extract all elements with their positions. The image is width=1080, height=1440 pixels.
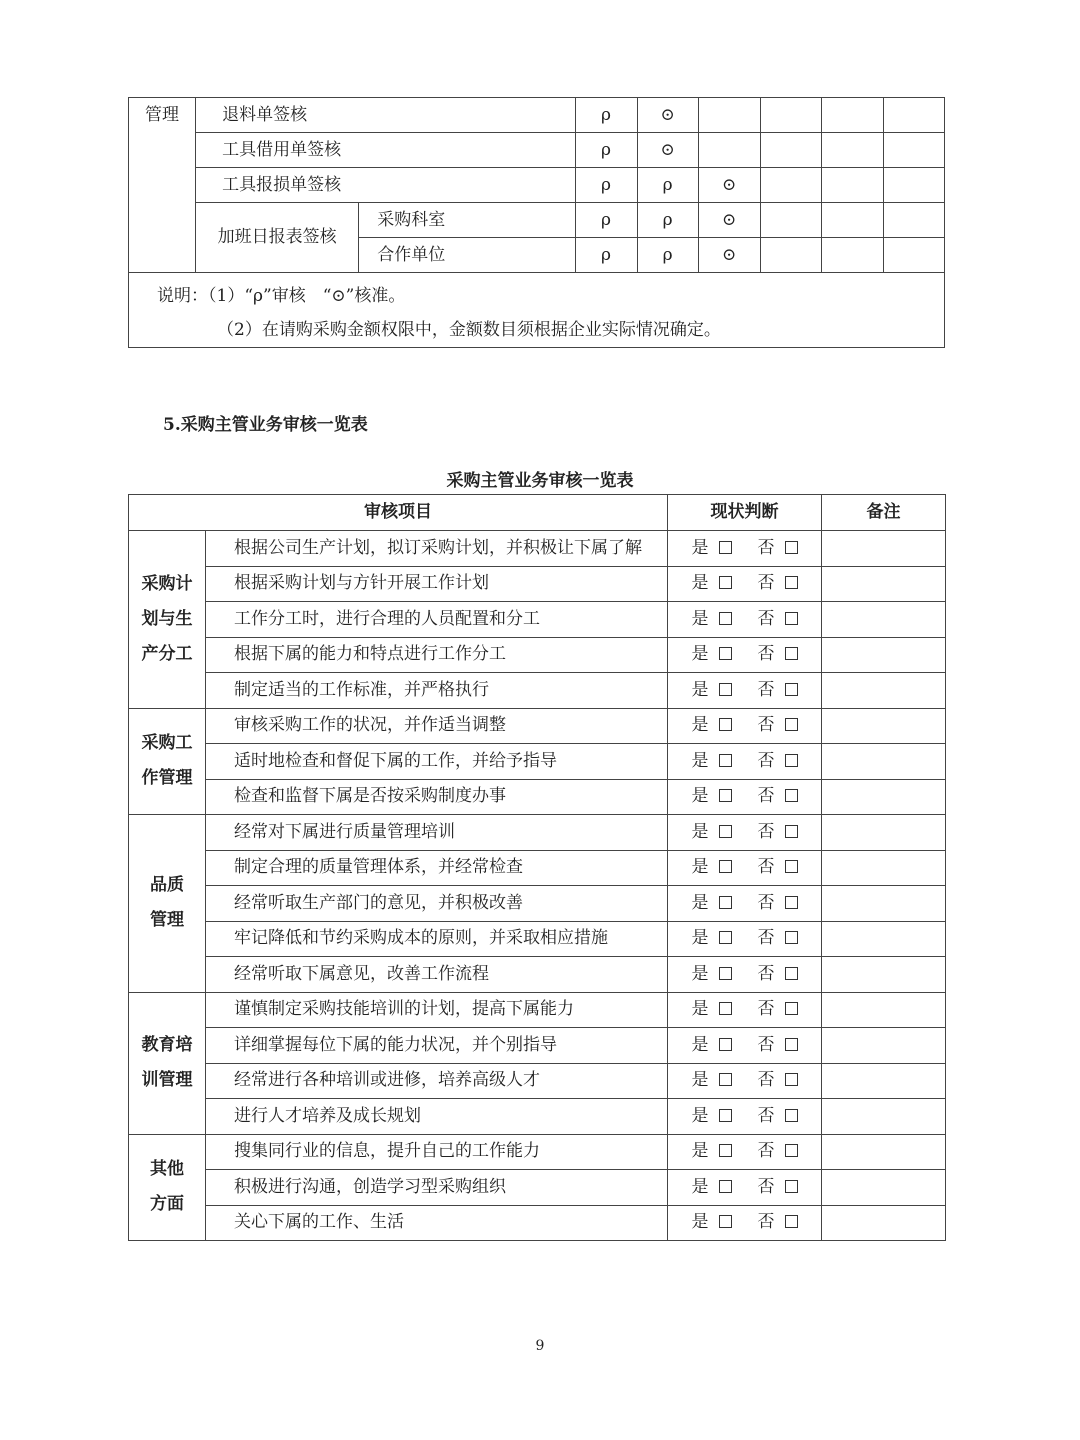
judgement-cell xyxy=(668,566,822,602)
review-item: 经常听取下属意见，改善工作流程 xyxy=(206,957,668,993)
review-item: 根据下属的能力和特点进行工作分工 xyxy=(206,637,668,673)
category-cell xyxy=(129,708,206,815)
remark-cell xyxy=(822,992,946,1028)
header-remark: 备注 xyxy=(822,495,946,531)
no-checkbox[interactable] xyxy=(785,718,798,731)
table-row xyxy=(129,850,946,886)
yes-label: 是 xyxy=(691,715,710,736)
matrix-subrow-label: 采购科室 xyxy=(359,203,575,238)
yes-label: 是 xyxy=(691,1176,710,1197)
category-line: 训管理 xyxy=(141,1070,193,1090)
note-cell xyxy=(129,273,945,348)
yes-checkbox[interactable] xyxy=(719,1144,732,1157)
no-checkbox[interactable] xyxy=(785,1073,798,1086)
remark-cell xyxy=(822,673,946,709)
judgement-cell xyxy=(668,1205,822,1241)
no-checkbox[interactable] xyxy=(785,1144,798,1157)
yes-checkbox[interactable] xyxy=(719,860,732,873)
no-label: 否 xyxy=(757,1070,776,1091)
category-line: 划与生 xyxy=(141,608,193,629)
judgement-cell xyxy=(668,957,822,993)
mark-cell: ⊙ xyxy=(698,203,760,238)
mark-cell: ⊙ xyxy=(698,168,760,203)
section-heading: 5.采购主管业务审核一览表 xyxy=(163,415,368,435)
yes-label: 是 xyxy=(691,1034,710,1055)
mark-cell xyxy=(883,98,944,133)
overtime-label: 加班日报表签核 xyxy=(196,203,359,273)
table-row xyxy=(129,886,946,922)
review-item: 检查和监督下属是否按采购制度办事 xyxy=(206,779,668,815)
no-checkbox[interactable] xyxy=(785,541,798,554)
no-checkbox[interactable] xyxy=(785,825,798,838)
yes-checkbox[interactable] xyxy=(719,1038,732,1051)
review-checklist-table xyxy=(128,494,946,1241)
yes-checkbox[interactable] xyxy=(719,1073,732,1086)
approval-matrix-table xyxy=(128,97,945,348)
review-item: 经常进行各种培训或进修，培养高级人才 xyxy=(206,1063,668,1099)
mark-cell xyxy=(760,203,821,238)
table-row xyxy=(129,779,946,815)
yes-label: 是 xyxy=(691,1141,710,1162)
yes-label: 是 xyxy=(691,821,710,842)
review-item: 详细掌握每位下属的能力状况，并个别指导 xyxy=(206,1028,668,1064)
category-line: 采购工 xyxy=(141,733,193,754)
remark-cell xyxy=(822,1170,946,1206)
matrix-row-label: 退料单签核 xyxy=(196,98,575,133)
mark-cell xyxy=(760,133,821,168)
yes-checkbox[interactable] xyxy=(719,789,732,802)
matrix-row xyxy=(129,133,945,168)
matrix-subrow-label: 合作单位 xyxy=(359,238,575,273)
matrix-category: 管理 xyxy=(129,98,196,273)
review-item: 搜集同行业的信息，提升自己的工作能力 xyxy=(206,1134,668,1170)
yes-label: 是 xyxy=(691,786,710,807)
table-row xyxy=(129,1134,946,1170)
review-item: 积极进行沟通，创造学习型采购组织 xyxy=(206,1170,668,1206)
mark-cell: ρ xyxy=(575,168,637,203)
mark-cell: ⊙ xyxy=(637,98,698,133)
judgement-cell xyxy=(668,1099,822,1135)
no-label: 否 xyxy=(757,786,776,807)
yes-checkbox[interactable] xyxy=(719,718,732,731)
table-row xyxy=(129,602,946,638)
table-caption: 采购主管业务审核一览表 xyxy=(446,471,634,491)
remark-cell xyxy=(822,708,946,744)
yes-label: 是 xyxy=(691,1105,710,1126)
remark-cell xyxy=(822,1134,946,1170)
mark-cell xyxy=(821,133,883,168)
yes-checkbox[interactable] xyxy=(719,825,732,838)
yes-label: 是 xyxy=(691,999,710,1020)
review-item: 审核采购工作的状况，并作适当调整 xyxy=(206,708,668,744)
mark-cell xyxy=(883,203,944,238)
category-line: 采购计 xyxy=(141,573,193,594)
judgement-cell xyxy=(668,1134,822,1170)
no-checkbox[interactable] xyxy=(785,1038,798,1051)
mark-cell xyxy=(760,238,821,273)
remark-cell xyxy=(822,850,946,886)
table-row xyxy=(129,992,946,1028)
judgement-cell xyxy=(668,779,822,815)
no-label: 否 xyxy=(757,679,776,700)
table-row xyxy=(129,1205,946,1241)
matrix-row xyxy=(129,98,945,133)
no-checkbox[interactable] xyxy=(785,1109,798,1122)
category-cell xyxy=(129,992,206,1134)
review-item: 工作分工时，进行合理的人员配置和分工 xyxy=(206,602,668,638)
mark-cell xyxy=(821,168,883,203)
judgement-cell xyxy=(668,1063,822,1099)
no-checkbox[interactable] xyxy=(785,754,798,767)
mark-cell: ρ xyxy=(575,203,637,238)
category-cell xyxy=(129,531,206,709)
remark-cell xyxy=(822,1099,946,1135)
note-line-2: （2）在请购采购金额权限中，金额数目须根据企业实际情况确定。 xyxy=(217,320,721,340)
no-checkbox[interactable] xyxy=(785,931,798,944)
remark-cell xyxy=(822,744,946,780)
category-line: 作管理 xyxy=(141,768,193,789)
category-line: 产分工 xyxy=(141,643,193,664)
yes-label: 是 xyxy=(691,679,710,700)
header-judge: 现状判断 xyxy=(668,495,822,531)
no-label: 否 xyxy=(757,821,776,842)
yes-checkbox[interactable] xyxy=(719,1109,732,1122)
note-row xyxy=(129,273,945,348)
judgement-cell xyxy=(668,886,822,922)
mark-cell: ⊙ xyxy=(637,133,698,168)
remark-cell xyxy=(822,886,946,922)
remark-cell xyxy=(822,566,946,602)
table-row xyxy=(129,921,946,957)
no-label: 否 xyxy=(757,608,776,629)
no-label: 否 xyxy=(757,1176,776,1197)
no-checkbox[interactable] xyxy=(785,683,798,696)
judgement-cell xyxy=(668,992,822,1028)
review-item: 经常对下属进行质量管理培训 xyxy=(206,815,668,851)
mark-cell xyxy=(821,238,883,273)
remark-cell xyxy=(822,1028,946,1064)
review-item: 制定合理的质量管理体系，并经常检查 xyxy=(206,850,668,886)
no-label: 否 xyxy=(757,750,776,771)
yes-checkbox[interactable] xyxy=(719,967,732,980)
no-label: 否 xyxy=(757,1105,776,1126)
judgement-cell xyxy=(668,602,822,638)
judgement-cell xyxy=(668,850,822,886)
review-item: 进行人才培养及成长规划 xyxy=(206,1099,668,1135)
approval-matrix-body xyxy=(129,98,945,348)
yes-label: 是 xyxy=(691,928,710,949)
table-row xyxy=(129,637,946,673)
mark-cell: ρ xyxy=(637,238,698,273)
yes-label: 是 xyxy=(691,537,710,558)
no-checkbox[interactable] xyxy=(785,576,798,589)
page-number: 9 xyxy=(535,1338,545,1354)
yes-label: 是 xyxy=(691,608,710,629)
no-label: 否 xyxy=(757,857,776,878)
mark-cell xyxy=(883,133,944,168)
mark-cell: ρ xyxy=(575,98,637,133)
mark-cell xyxy=(883,238,944,273)
mark-cell xyxy=(698,133,760,168)
mark-cell: ρ xyxy=(637,168,698,203)
yes-label: 是 xyxy=(691,1070,710,1091)
no-checkbox[interactable] xyxy=(785,896,798,909)
judgement-cell xyxy=(668,1170,822,1206)
table-row xyxy=(129,1170,946,1206)
review-item: 经常听取生产部门的意见，并积极改善 xyxy=(206,886,668,922)
yes-checkbox[interactable] xyxy=(719,931,732,944)
category-line: 教育培 xyxy=(141,1035,193,1055)
mark-cell xyxy=(760,168,821,203)
category-line: 方面 xyxy=(150,1194,184,1215)
no-label: 否 xyxy=(757,644,776,665)
review-item: 适时地检查和督促下属的工作，并给予指导 xyxy=(206,744,668,780)
table-row xyxy=(129,1099,946,1135)
mark-cell: ρ xyxy=(575,133,637,168)
no-label: 否 xyxy=(757,928,776,949)
judgement-cell xyxy=(668,708,822,744)
table-row xyxy=(129,708,946,744)
yes-checkbox[interactable] xyxy=(719,576,732,589)
no-label: 否 xyxy=(757,892,776,913)
yes-label: 是 xyxy=(691,1212,710,1233)
yes-label: 是 xyxy=(691,892,710,913)
no-label: 否 xyxy=(757,1212,776,1233)
remark-cell xyxy=(822,779,946,815)
category-cell xyxy=(129,1134,206,1241)
table-header-row xyxy=(129,495,946,531)
judgement-cell xyxy=(668,1028,822,1064)
no-checkbox[interactable] xyxy=(785,1215,798,1228)
matrix-row xyxy=(129,168,945,203)
yes-checkbox[interactable] xyxy=(719,1215,732,1228)
no-label: 否 xyxy=(757,999,776,1020)
no-checkbox[interactable] xyxy=(785,612,798,625)
yes-checkbox[interactable] xyxy=(719,754,732,767)
mark-cell xyxy=(698,98,760,133)
matrix-row-label: 工具报损单签核 xyxy=(196,168,575,203)
no-checkbox[interactable] xyxy=(785,1002,798,1015)
table-row xyxy=(129,566,946,602)
review-item: 根据采购计划与方针开展工作计划 xyxy=(206,566,668,602)
table-row xyxy=(129,1028,946,1064)
judgement-cell xyxy=(668,673,822,709)
yes-checkbox[interactable] xyxy=(719,1002,732,1015)
judgement-cell xyxy=(668,744,822,780)
review-item: 关心下属的工作、生活 xyxy=(206,1205,668,1241)
category-line: 管理 xyxy=(150,910,184,931)
remark-cell xyxy=(822,921,946,957)
remark-cell xyxy=(822,602,946,638)
no-label: 否 xyxy=(757,537,776,558)
table-row xyxy=(129,957,946,993)
mark-cell: ρ xyxy=(637,203,698,238)
remark-cell xyxy=(822,1205,946,1241)
judgement-cell xyxy=(668,921,822,957)
no-label: 否 xyxy=(757,715,776,736)
review-item: 牢记降低和节约采购成本的原则，并采取相应措施 xyxy=(206,921,668,957)
yes-checkbox[interactable] xyxy=(719,896,732,909)
no-checkbox[interactable] xyxy=(785,789,798,802)
yes-label: 是 xyxy=(691,857,710,878)
yes-checkbox[interactable] xyxy=(719,647,732,660)
yes-label: 是 xyxy=(691,573,710,594)
yes-checkbox[interactable] xyxy=(719,541,732,554)
table-row xyxy=(129,1063,946,1099)
mark-cell xyxy=(821,203,883,238)
matrix-row-label: 工具借用单签核 xyxy=(196,133,575,168)
judgement-cell xyxy=(668,637,822,673)
matrix-row xyxy=(129,203,945,238)
review-item: 谨慎制定采购技能培训的计划，提高下属能力 xyxy=(206,992,668,1028)
mark-cell: ⊙ xyxy=(698,238,760,273)
judgement-cell xyxy=(668,531,822,567)
no-checkbox[interactable] xyxy=(785,967,798,980)
yes-checkbox[interactable] xyxy=(719,683,732,696)
note-line-1: 说明：（1）“ρ”审核 “⊙”核准。 xyxy=(157,286,406,306)
header-item: 审核项目 xyxy=(129,495,668,531)
table-row xyxy=(129,531,946,567)
review-checklist-body xyxy=(129,495,946,1241)
mark-cell xyxy=(821,98,883,133)
table-row xyxy=(129,673,946,709)
no-label: 否 xyxy=(757,573,776,594)
category-line: 品质 xyxy=(150,875,184,896)
mark-cell xyxy=(883,168,944,203)
no-checkbox[interactable] xyxy=(785,647,798,660)
no-label: 否 xyxy=(757,963,776,984)
judgement-cell xyxy=(668,815,822,851)
category-line: 其他 xyxy=(150,1159,184,1180)
category-cell xyxy=(129,815,206,993)
yes-checkbox[interactable] xyxy=(719,1180,732,1193)
no-label: 否 xyxy=(757,1141,776,1162)
remark-cell xyxy=(822,957,946,993)
remark-cell xyxy=(822,1063,946,1099)
no-label: 否 xyxy=(757,1034,776,1055)
mark-cell: ρ xyxy=(575,238,637,273)
yes-label: 是 xyxy=(691,750,710,771)
yes-checkbox[interactable] xyxy=(719,612,732,625)
yes-label: 是 xyxy=(691,963,710,984)
table-row xyxy=(129,815,946,851)
no-checkbox[interactable] xyxy=(785,1180,798,1193)
yes-label: 是 xyxy=(691,644,710,665)
table-row xyxy=(129,744,946,780)
no-checkbox[interactable] xyxy=(785,860,798,873)
mark-cell xyxy=(760,98,821,133)
remark-cell xyxy=(822,637,946,673)
review-item: 制定适当的工作标准，并严格执行 xyxy=(206,673,668,709)
remark-cell xyxy=(822,531,946,567)
review-item: 根据公司生产计划，拟订采购计划，并积极让下属了解 xyxy=(206,531,668,567)
remark-cell xyxy=(822,815,946,851)
